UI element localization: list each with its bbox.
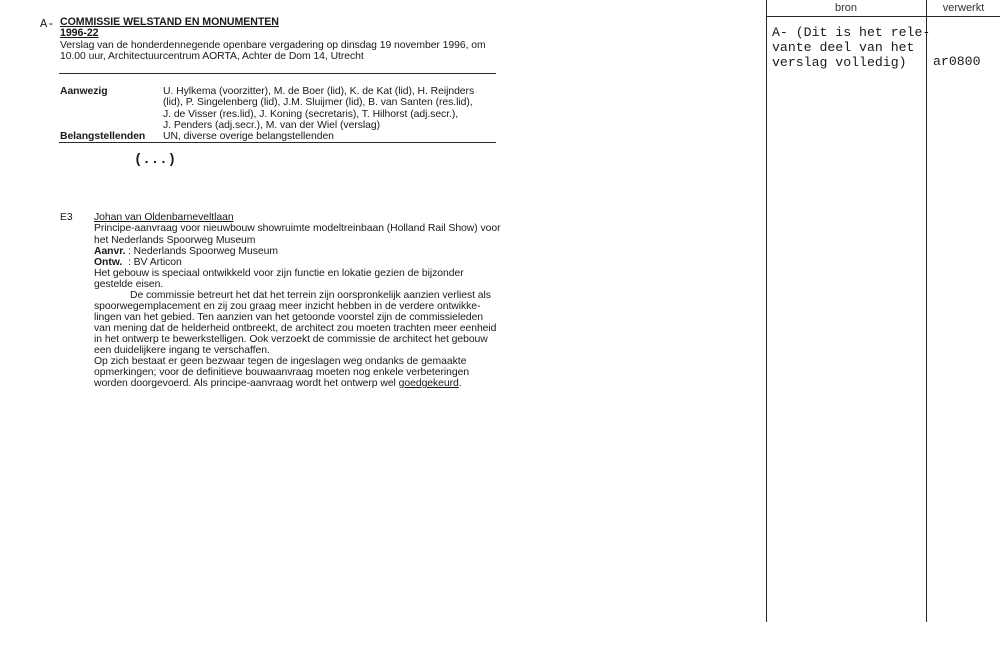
designer-value: : BV Articon [128, 257, 182, 268]
verdict: goedgekeurd [398, 378, 459, 389]
header-line2: 10.00 uur, Architectuurcentrum AORTA, Achter de Dom 14, Utrecht [60, 51, 364, 62]
source-note-line: vante deel van het [772, 40, 915, 55]
body-last-line-prefix: worden doorgevoerd. Als principe-aanvraag wordt het ontwerp wel [94, 378, 399, 389]
table-column-divider [926, 0, 927, 622]
body-last-line [94, 378, 462, 389]
body-line: De commissie betreurt het dat het terrein zijn oorspronkelijk aanzien verliest als [130, 290, 491, 301]
present-line: J. de Visser (res.lid), J. Koning (secretaris), T. Hilhorst (adj.secr.), [163, 109, 459, 120]
body-line: lingen van het gebied. Ten aanzien van het getoonde voorstel zijn de commissieleden [94, 312, 484, 323]
divider-bottom [59, 142, 496, 143]
body-line: van mening dat de helderheid ontbreekt, de architect zou moeten trachten meer eenheid [94, 323, 497, 334]
body-line: Op zich bestaat er geen bezwaar tegen de ingeslagen weg ondanks de gemaakte [94, 356, 467, 367]
item-code: E3 [60, 212, 73, 223]
body-line: een duidelijkere ingang te verschaffen. [94, 345, 270, 356]
stakeholders-value: UN, diverse overige belangstellenden [163, 131, 334, 142]
present-label: Aanwezig [60, 86, 108, 97]
margin-tag: A- [40, 17, 55, 31]
designer-label: Ontw. [94, 257, 123, 268]
body-line: gestelde eisen. [94, 279, 164, 290]
body-line: in het ontwerp te bewerkstelligen. Ook verzoekt de commissie de architect het gebouw [94, 334, 488, 345]
item-title: Johan van Oldenbarneveltlaan [94, 212, 234, 223]
present-line: J. Penders (adj.secr.), M. van der Wiel (verslag) [163, 120, 380, 131]
col-header-bron: bron [834, 2, 858, 14]
body-line: spoorwegemplacement en zij zou graag meer inzicht hebben in de verdere ontwikke- [94, 301, 481, 312]
header-org: COMMISSIE WELSTAND EN MONUMENTEN [60, 16, 279, 28]
header-number: 1996-22 [60, 27, 99, 39]
source-note-line: A- (Dit is het rele- [772, 25, 931, 40]
ellipsis: (...) [134, 152, 177, 168]
header-line1: Verslag van de honderdennegende openbare vergadering op dinsdag 19 november 1996, om [60, 40, 486, 51]
table-header-divider [766, 16, 1000, 17]
body-line: Het gebouw is speciaal ontwikkeld voor zijn functie en lokatie gezien de bijzonder [94, 268, 464, 279]
processed-code: ar0800 [933, 54, 981, 69]
applicant-value: : Nederlands Spoorweg Museum [128, 246, 278, 257]
source-note-line: verslag volledig) [772, 55, 907, 70]
item-intro: het Nederlands Spoorweg Museum [94, 235, 256, 246]
table-left-border [766, 0, 767, 622]
body-line: opmerkingen; voor de definitieve bouwaanvraag moeten nog enkele verbeteringen [94, 367, 470, 378]
stakeholders-label: Belangstellenden [60, 131, 146, 142]
applicant-label: Aanvr. [94, 246, 126, 257]
present-line: U. Hylkema (voorzitter), M. de Boer (lid), K. de Kat (lid), H. Reijnders [163, 86, 475, 97]
body-last-line-suffix: . [458, 378, 462, 389]
present-line: (lid), P. Singelenberg (lid), J.M. Sluijmer (lid), B. van Santen (res.lid), [163, 97, 473, 108]
divider-top [59, 73, 496, 74]
col-header-verwerkt: verwerkt [942, 2, 985, 14]
item-intro: Principe-aanvraag voor nieuwbouw showruimte modeltreinbaan (Holland Rail Show) voor [94, 223, 501, 234]
